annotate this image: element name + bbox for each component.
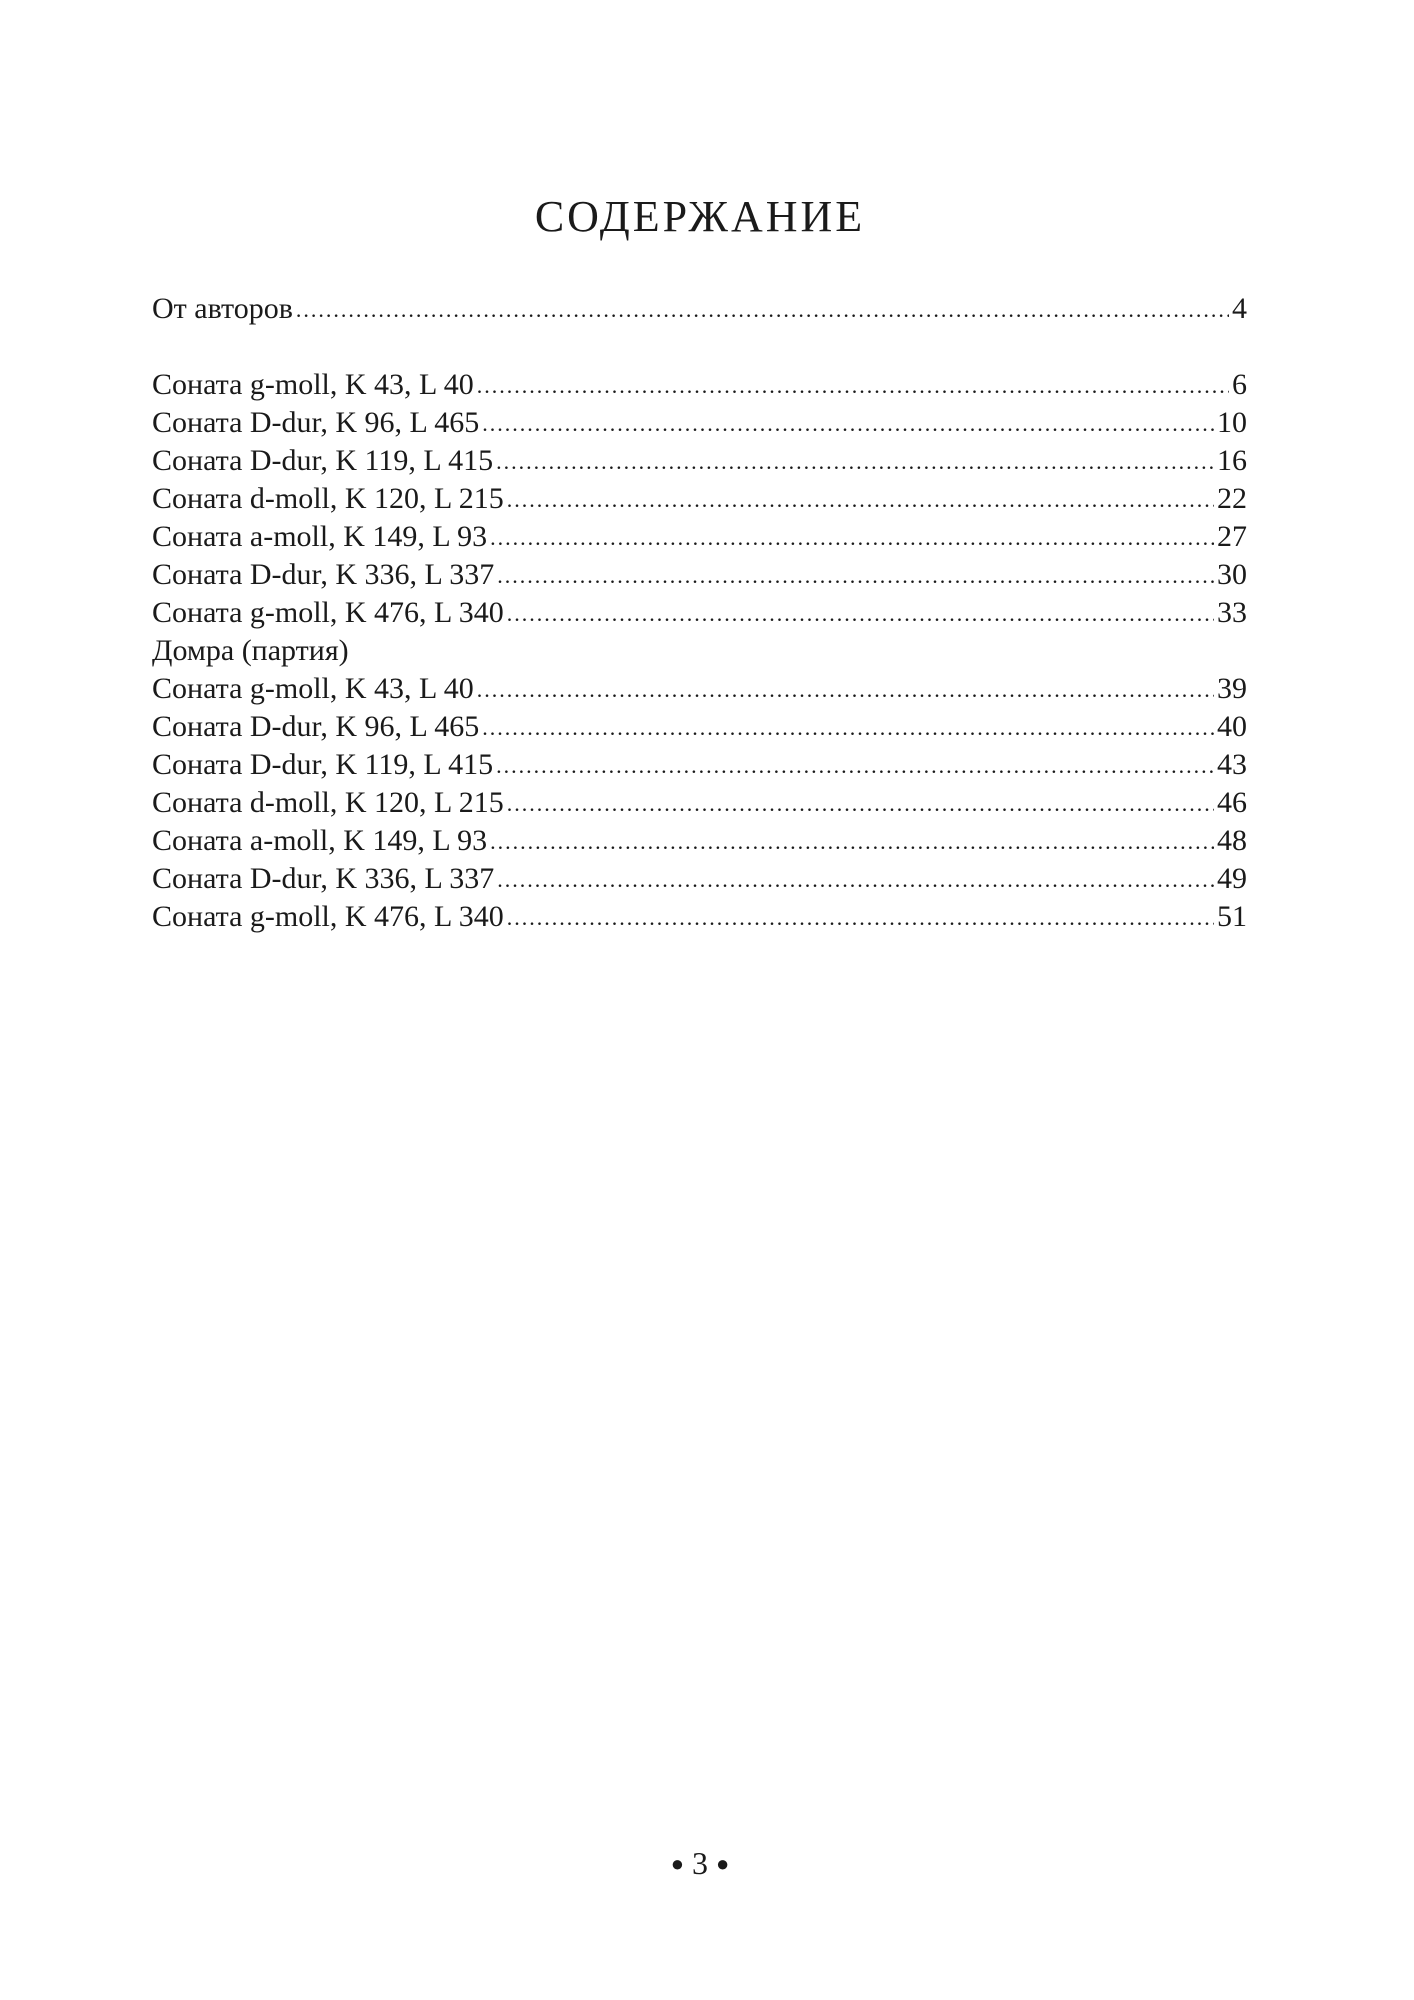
toc-entry-page: 22 bbox=[1217, 482, 1247, 515]
dot-leader bbox=[296, 291, 1229, 329]
toc-entry-sonata[interactable] bbox=[152, 518, 1247, 556]
toc-entry-domra[interactable] bbox=[152, 898, 1247, 936]
toc-entry-sonata[interactable] bbox=[152, 442, 1247, 480]
toc-entry-label: Соната g-moll, K 476, L 340 bbox=[152, 900, 504, 933]
page-number-value: 3 bbox=[692, 1845, 708, 1881]
toc-entry-sonata[interactable] bbox=[152, 594, 1247, 632]
toc-entry-domra[interactable] bbox=[152, 746, 1247, 784]
dot-leader bbox=[507, 481, 1214, 519]
dot-leader bbox=[507, 899, 1214, 937]
toc-entry-label: Соната d-moll, K 120, L 215 bbox=[152, 786, 504, 819]
toc-entry-label: Соната g-moll, K 476, L 340 bbox=[152, 596, 504, 629]
page-title: СОДЕРЖАНИЕ bbox=[534, 192, 866, 242]
toc-entry-intro[interactable] bbox=[152, 290, 1247, 328]
dot-leader bbox=[482, 709, 1214, 747]
dot-leader bbox=[497, 557, 1214, 595]
toc-entry-label: Соната D-dur, K 119, L 415 bbox=[152, 444, 494, 477]
toc-entry-label: Соната g-moll, K 43, L 40 bbox=[152, 368, 474, 401]
toc-entry-page: 49 bbox=[1217, 862, 1247, 895]
toc-entry-page: 40 bbox=[1217, 710, 1247, 743]
table-of-contents bbox=[152, 290, 1247, 936]
toc-entry-page: 16 bbox=[1217, 444, 1247, 477]
toc-entry-page: 30 bbox=[1217, 558, 1247, 591]
toc-entry-label: Соната d-moll, K 120, L 215 bbox=[152, 482, 504, 515]
toc-entry-label: Соната a-moll, K 149, L 93 bbox=[152, 520, 488, 553]
toc-entry-page: 10 bbox=[1217, 406, 1247, 439]
toc-entry-domra[interactable] bbox=[152, 708, 1247, 746]
bullet-dot-icon: ● bbox=[670, 1851, 684, 1876]
toc-entry-sonata[interactable] bbox=[152, 366, 1247, 404]
toc-entry-page: 51 bbox=[1217, 900, 1247, 933]
dot-leader bbox=[497, 861, 1214, 899]
toc-entry-sonata[interactable] bbox=[152, 404, 1247, 442]
dot-leader bbox=[496, 747, 1214, 785]
toc-entry-sonata[interactable] bbox=[152, 556, 1247, 594]
toc-entry-page: 43 bbox=[1217, 748, 1247, 781]
toc-entry-label: Соната D-dur, K 119, L 415 bbox=[152, 748, 494, 781]
page-number bbox=[0, 1845, 1400, 1882]
toc-entry-label: Соната D-dur, K 336, L 337 bbox=[152, 862, 495, 895]
toc-entry-label: Соната D-dur, K 96, L 465 bbox=[152, 406, 480, 439]
toc-entry-sonata[interactable] bbox=[152, 480, 1247, 518]
dot-leader bbox=[507, 595, 1214, 633]
dot-leader bbox=[507, 785, 1214, 823]
dot-leader bbox=[490, 823, 1214, 861]
toc-entry-label: Соната g-moll, K 43, L 40 bbox=[152, 672, 474, 705]
toc-section-heading-domra: Домра (партия) bbox=[152, 634, 349, 667]
bullet-dot-icon: ● bbox=[716, 1851, 730, 1876]
toc-entry-domra[interactable] bbox=[152, 670, 1247, 708]
toc-entry-page: 27 bbox=[1217, 520, 1247, 553]
dot-leader bbox=[482, 405, 1214, 443]
dot-leader bbox=[477, 671, 1214, 709]
toc-entry-domra[interactable] bbox=[152, 860, 1247, 898]
toc-entry-label: Соната a-moll, K 149, L 93 bbox=[152, 824, 488, 857]
dot-leader bbox=[496, 443, 1214, 481]
toc-entry-label: От авторов bbox=[152, 292, 293, 325]
dot-leader bbox=[490, 519, 1214, 557]
toc-entry-domra[interactable] bbox=[152, 784, 1247, 822]
toc-entry-page: 33 bbox=[1217, 596, 1247, 629]
toc-entry-page: 6 bbox=[1232, 368, 1247, 401]
toc-entry-page: 46 bbox=[1217, 786, 1247, 819]
toc-entry-page: 48 bbox=[1217, 824, 1247, 857]
toc-entry-page: 4 bbox=[1232, 292, 1247, 325]
toc-entry-label: Соната D-dur, K 336, L 337 bbox=[152, 558, 495, 591]
toc-entry-label: Соната D-dur, K 96, L 465 bbox=[152, 710, 480, 743]
toc-entry-domra[interactable] bbox=[152, 822, 1247, 860]
dot-leader bbox=[477, 367, 1229, 405]
toc-entry-page: 39 bbox=[1217, 672, 1247, 705]
